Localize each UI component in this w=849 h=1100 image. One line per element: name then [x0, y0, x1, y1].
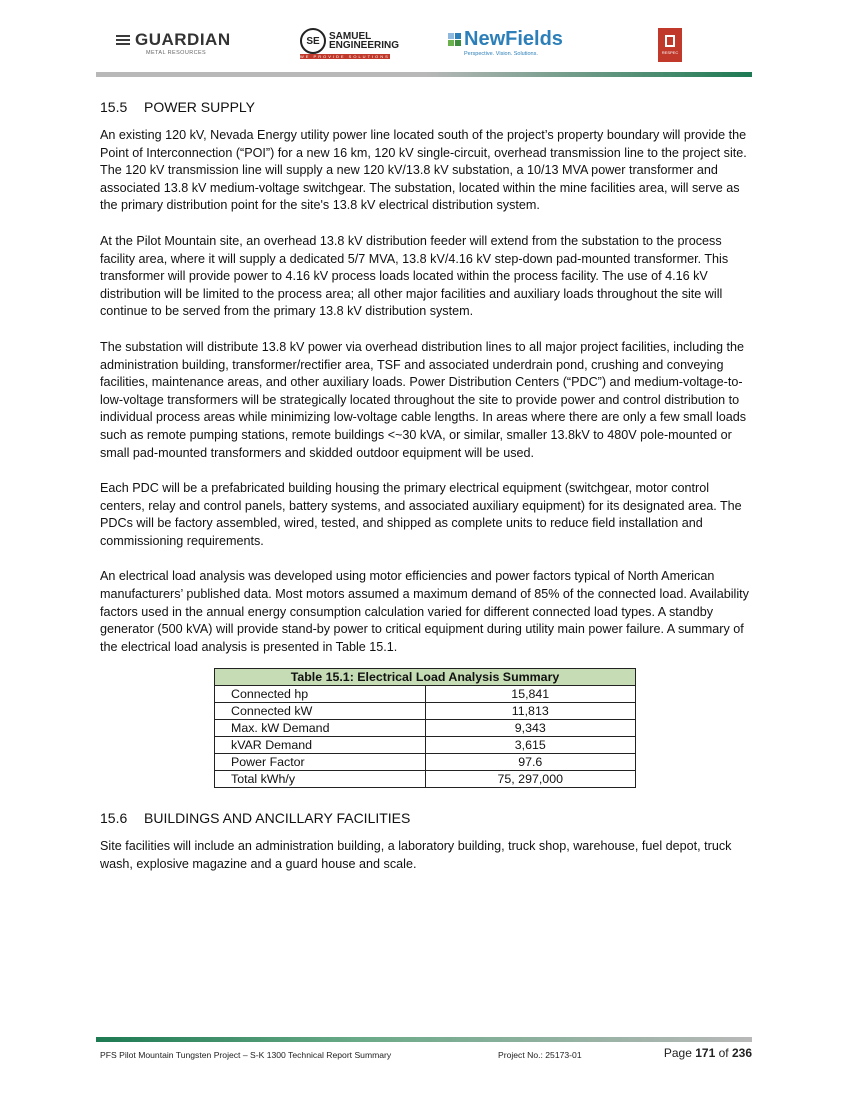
section-heading-power-supply: 15.5 POWER SUPPLY [100, 99, 255, 115]
header-rule [96, 72, 752, 77]
menu-lines-icon [116, 33, 130, 47]
page-number: Page 171 of 236 [663, 1046, 752, 1060]
paragraph: An electrical load analysis was developed using motor efficiencies and power factors typical of North American manufacturers’ published data. Most motors assumed a maximum demand of 85% of the connected load. Availability factors used in the annual energy consumption calculation varied for different connected load types. A standby generator (500 kVA) will provide stand-by power to critical equipment during utility main power failure. A summary of the electrical load analysis is presented in Table 15.1. [100, 569, 749, 654]
newfields-squares-icon [448, 33, 461, 46]
table-title: Table 15.1: Electrical Load Analysis Summary [215, 669, 636, 686]
table-row: Max. kW Demand 9,343 [215, 720, 636, 737]
paragraph: Site facilities will include an administration building, a laboratory building, truck shop, warehouse, fuel depot, truck wash, explosive magazine and a guard house and scale. [100, 839, 732, 872]
document-body [100, 99, 750, 874]
table-row: Connected hp 15,841 [215, 686, 636, 703]
newfields-logo [448, 28, 563, 57]
se-circle-icon: SE [300, 28, 326, 54]
samuel-tagline: WE PROVIDE SOLUTIONS [300, 54, 390, 59]
respec-mark-icon [665, 35, 675, 47]
table-row: Power Factor 97.6 [215, 754, 636, 771]
footer-rule [96, 1037, 752, 1042]
newfields-tagline: Perspective. Vision. Solutions. [464, 51, 538, 57]
samuel-wordmark: SAMUEL ENGINEERING [329, 31, 400, 51]
footer-project-number: Project No.: 25173-01 [498, 1050, 582, 1060]
footer-report-title: PFS Pilot Mountain Tungsten Project – S-K 1300 Technical Report Summary [100, 1050, 392, 1060]
respec-wordmark: RESPEC [661, 50, 679, 55]
guardian-logo [116, 30, 231, 56]
paragraph: An existing 120 kV, Nevada Energy utility power line located south of the project’s property boundary will provide the Point of Interconnection (“POI”) for a new 16 km, 120 kV single-circuit, overhead transmission line to the project site. The 120 kV transmission line will supply a new 120 kV/13.8 kV substation, a 10/13 MVA power transformer and associated 13.8 kV medium-voltage switchgear. The substation, located within the mine facilities area, will serve as the primary distribution point for the site's 13.8 kV electrical distribution system. [100, 128, 747, 213]
paragraph: The substation will distribute 13.8 kV power via overhead distribution lines to all major project facilities, including the administration building, transformer/rectifier area, TSF and associated underdrain pond, crushing and conveying facilities, maintenance areas, and other auxiliary loads. Power Distribution Centers (“PDC”) and medium-voltage-to-low-voltage transformers will be strategically located throughout the site to provide power and control distribution to individual process areas while minimizing low-voltage cable lengths. In areas where there are only a few small loads such as remote pumping stations, remote buildings <~30 kVA, or similar, smaller 13.8kV to 480V pole-mounted or small pad-mounted transformers and skidded outdoor equipment will be used. [100, 339, 747, 460]
electrical-load-table [214, 668, 636, 788]
page-header [96, 22, 752, 74]
paragraph: Each PDC will be a prefabricated building housing the primary electrical equipment (switchgear, motor control centers, relay and control panels, battery systems, and associated auxiliary equipment) for its designated area. The PDCs will be factory assembled, wired, tested, and shipped as complete units to reduce field installation and commissioning requirements. [100, 481, 742, 548]
table-row: Connected kW 11,813 [215, 703, 636, 720]
guardian-subtitle: METAL RESOURCES [146, 50, 207, 56]
section-heading-buildings: 15.6 BUILDINGS AND ANCILLARY FACILITIES [100, 810, 411, 827]
paragraph: At the Pilot Mountain site, an overhead 13.8 kV distribution feeder will extend from the substation to the process facility area, where it will supply a dedicated 5/7 MVA, 13.8 kV/4.16 kV step-down pad-mounted transformer. This transformer will provide power to 4.16 kV process loads located within the process facility. The use of 4.16 kV distribution will be limited to the process area; all other major facilities and auxiliary loads throughout the site will continue to be served from the primary 13.8 kV distribution system. [100, 233, 729, 319]
table-row: kVAR Demand 3,615 [215, 737, 636, 754]
newfields-wordmark: NewFields [464, 28, 563, 50]
guardian-wordmark: GUARDIAN [135, 30, 231, 49]
respec-logo [658, 28, 682, 62]
table-row: Total kWh/y 75, 297,000 [215, 771, 636, 788]
samuel-engineering-logo [300, 28, 400, 59]
